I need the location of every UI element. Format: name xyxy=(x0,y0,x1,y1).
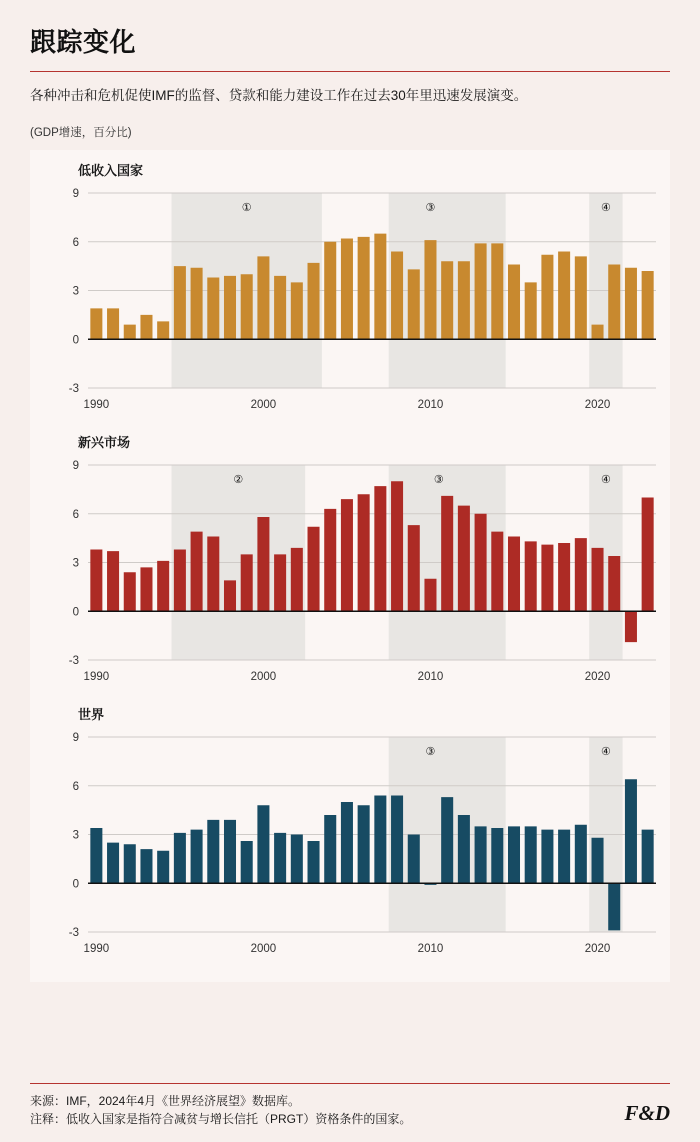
footer xyxy=(30,1083,670,1128)
svg-text:9: 9 xyxy=(72,187,79,200)
fd-logo: F&D xyxy=(624,1101,670,1125)
svg-text:-3: -3 xyxy=(68,654,79,667)
footer-source: 来源：IMF，2024年4月《世界经济展望》数据库。 xyxy=(30,1094,301,1108)
plot-svg-world xyxy=(50,725,670,970)
svg-text:2010: 2010 xyxy=(417,942,444,955)
svg-text:3: 3 xyxy=(72,829,79,842)
svg-text:1990: 1990 xyxy=(83,398,110,411)
title-divider xyxy=(30,71,670,72)
plot-low-income xyxy=(50,181,650,426)
plot-svg-emerging xyxy=(50,453,670,698)
svg-text:④: ④ xyxy=(600,201,611,214)
svg-text:2020: 2020 xyxy=(584,398,611,411)
svg-text:6: 6 xyxy=(72,780,79,793)
panel-world xyxy=(30,704,670,970)
svg-text:0: 0 xyxy=(72,333,79,346)
svg-text:-3: -3 xyxy=(68,382,79,395)
panel-title-low-income: 低收入国家 xyxy=(78,162,144,178)
svg-text:①: ① xyxy=(241,201,252,214)
svg-text:③: ③ xyxy=(425,201,436,214)
plot-world xyxy=(50,725,650,970)
svg-text:2000: 2000 xyxy=(250,670,277,683)
footer-note: 注释：低收入国家是指符合减贫与增长信托（PRGT）资格条件的国家。 xyxy=(30,1112,412,1126)
chart-panels xyxy=(30,150,670,982)
footer-divider xyxy=(30,1083,670,1084)
svg-text:2000: 2000 xyxy=(250,942,277,955)
plot-svg-low-income xyxy=(50,181,670,426)
panel-title-emerging: 新兴市场 xyxy=(78,434,131,450)
svg-text:③: ③ xyxy=(425,745,436,758)
svg-text:③: ③ xyxy=(433,473,444,486)
panel-title-world: 世界 xyxy=(78,706,105,722)
svg-text:1990: 1990 xyxy=(83,942,110,955)
svg-text:2000: 2000 xyxy=(250,398,277,411)
plot-emerging xyxy=(50,453,650,698)
svg-text:6: 6 xyxy=(72,508,79,521)
svg-text:④: ④ xyxy=(600,745,611,758)
svg-text:9: 9 xyxy=(72,459,79,472)
svg-text:1990: 1990 xyxy=(83,670,110,683)
svg-text:3: 3 xyxy=(72,557,79,570)
svg-text:2020: 2020 xyxy=(584,670,611,683)
svg-text:6: 6 xyxy=(72,236,79,249)
panel-low-income xyxy=(30,160,670,426)
svg-text:2010: 2010 xyxy=(417,398,444,411)
svg-text:0: 0 xyxy=(72,605,79,618)
page-subtitle: 各种冲击和危机促使IMF的监督、贷款和能力建设工作在过去30年里迅速发展演变。 xyxy=(30,88,528,103)
svg-text:3: 3 xyxy=(72,285,79,298)
svg-text:-3: -3 xyxy=(68,926,79,939)
svg-text:0: 0 xyxy=(72,877,79,890)
units-label: (GDP增速，百分比) xyxy=(30,126,132,139)
svg-text:②: ② xyxy=(233,473,244,486)
svg-text:2020: 2020 xyxy=(584,942,611,955)
svg-text:9: 9 xyxy=(72,731,79,744)
panel-emerging xyxy=(30,432,670,698)
svg-text:④: ④ xyxy=(600,473,611,486)
svg-text:2010: 2010 xyxy=(417,670,444,683)
page-title: 跟踪变化 xyxy=(30,27,137,57)
